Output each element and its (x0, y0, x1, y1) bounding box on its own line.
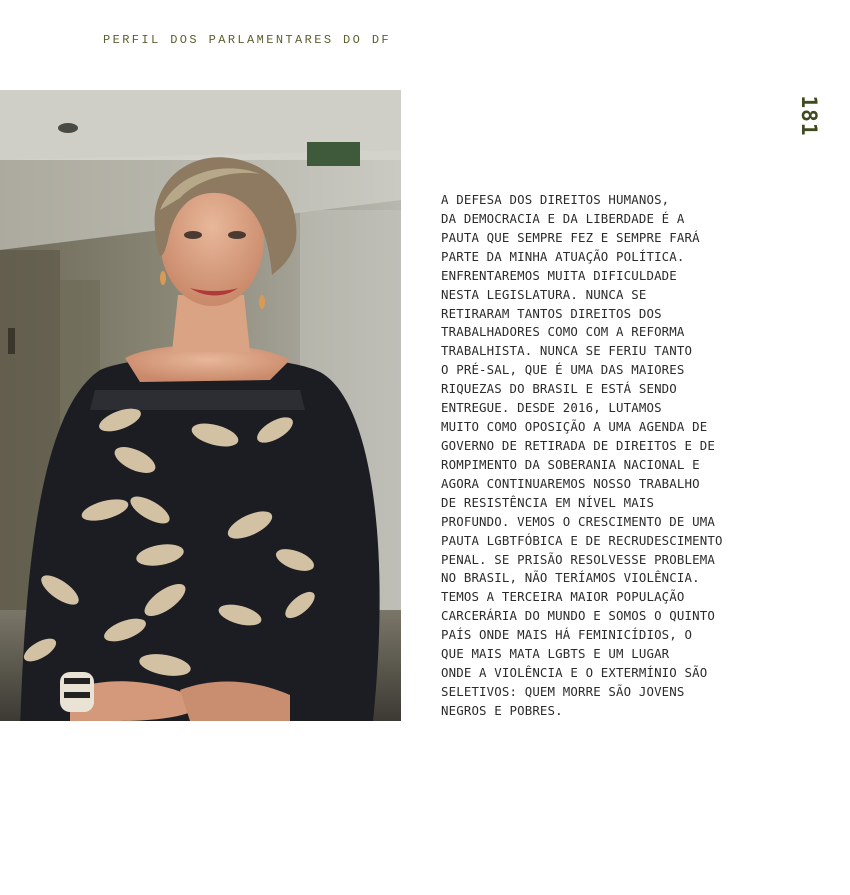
quote-line: CARCERÁRIA DO MUNDO E SOMOS O QUINTO (441, 608, 715, 624)
quote-line: ENFRENTAREMOS MUITA DIFICULDADE (441, 267, 677, 283)
quote-line: DA DEMOCRACIA E DA LIBERDADE É A (441, 210, 685, 226)
quote-line: NEGROS E POBRES. (441, 702, 563, 718)
quote-line: PROFUNDO. VEMOS O CRESCIMENTO DE UMA (441, 513, 715, 529)
quote-line: ROMPIMENTO DA SOBERANIA NACIONAL E (441, 456, 700, 472)
quote-line: ONDE A VIOLÊNCIA E O EXTERMÍNIO SÃO (441, 665, 708, 681)
quote-line: PAUTA QUE SEMPRE FEZ E SEMPRE FARÁ (441, 229, 700, 245)
quote-line: RIQUEZAS DO BRASIL E ESTÁ SENDO (441, 381, 677, 397)
quote-line: TRABALHISTA. NUNCA SE FERIU TANTO (441, 343, 693, 359)
quote-line: QUE MAIS MATA LGBTS E UM LUGAR (441, 646, 670, 662)
page-number-text: 181 (797, 95, 821, 137)
portrait-photo (0, 90, 401, 721)
quote-line: PARTE DA MINHA ATUAÇÃO POLÍTICA. (441, 248, 685, 264)
quote-line: TEMOS A TERCEIRA MAIOR POPULAÇÃO (441, 589, 685, 605)
quote-line: O PRÉ-SAL, QUE É UMA DAS MAIORES (441, 362, 685, 378)
quote-line: AGORA CONTINUAREMOS NOSSO TRABALHO (441, 475, 700, 491)
quote-line: PAÍS ONDE MAIS HÁ FEMINICÍDIOS, O (441, 627, 693, 643)
quote-line: A DEFESA DOS DIREITOS HUMANOS, (441, 192, 670, 207)
quote-line: ENTREGUE. DESDE 2016, LUTAMOS (441, 400, 662, 416)
running-header: PERFIL DOS PARLAMENTARES DO DF (103, 33, 392, 47)
quote-line: RETIRARAM TANTOS DIREITOS DOS (441, 305, 662, 321)
quote-line: GOVERNO DE RETIRADA DE DIREITOS E DE (441, 437, 715, 453)
quote-line: PENAL. SE PRISÃO RESOLVESSE PROBLEMA (441, 551, 715, 567)
quote-line: NO BRASIL, NÃO TERÍAMOS VIOLÊNCIA. (441, 570, 700, 586)
quote-text (441, 191, 781, 721)
quote-line: SELETIVOS: QUEM MORRE SÃO JOVENS (441, 683, 685, 699)
quote-line: DE RESISTÊNCIA EM NÍVEL MAIS (441, 494, 655, 510)
quote-line: MUITO COMO OPOSIÇÃO A UMA AGENDA DE (441, 419, 708, 435)
quote-line: PAUTA LGBTFÓBICA E DE RECRUDESCIMENTO (441, 532, 723, 548)
page-number (791, 92, 827, 140)
quote-line: NESTA LEGISLATURA. NUNCA SE (441, 286, 647, 302)
quote-line: TRABALHADORES COMO COM A REFORMA (441, 324, 685, 340)
